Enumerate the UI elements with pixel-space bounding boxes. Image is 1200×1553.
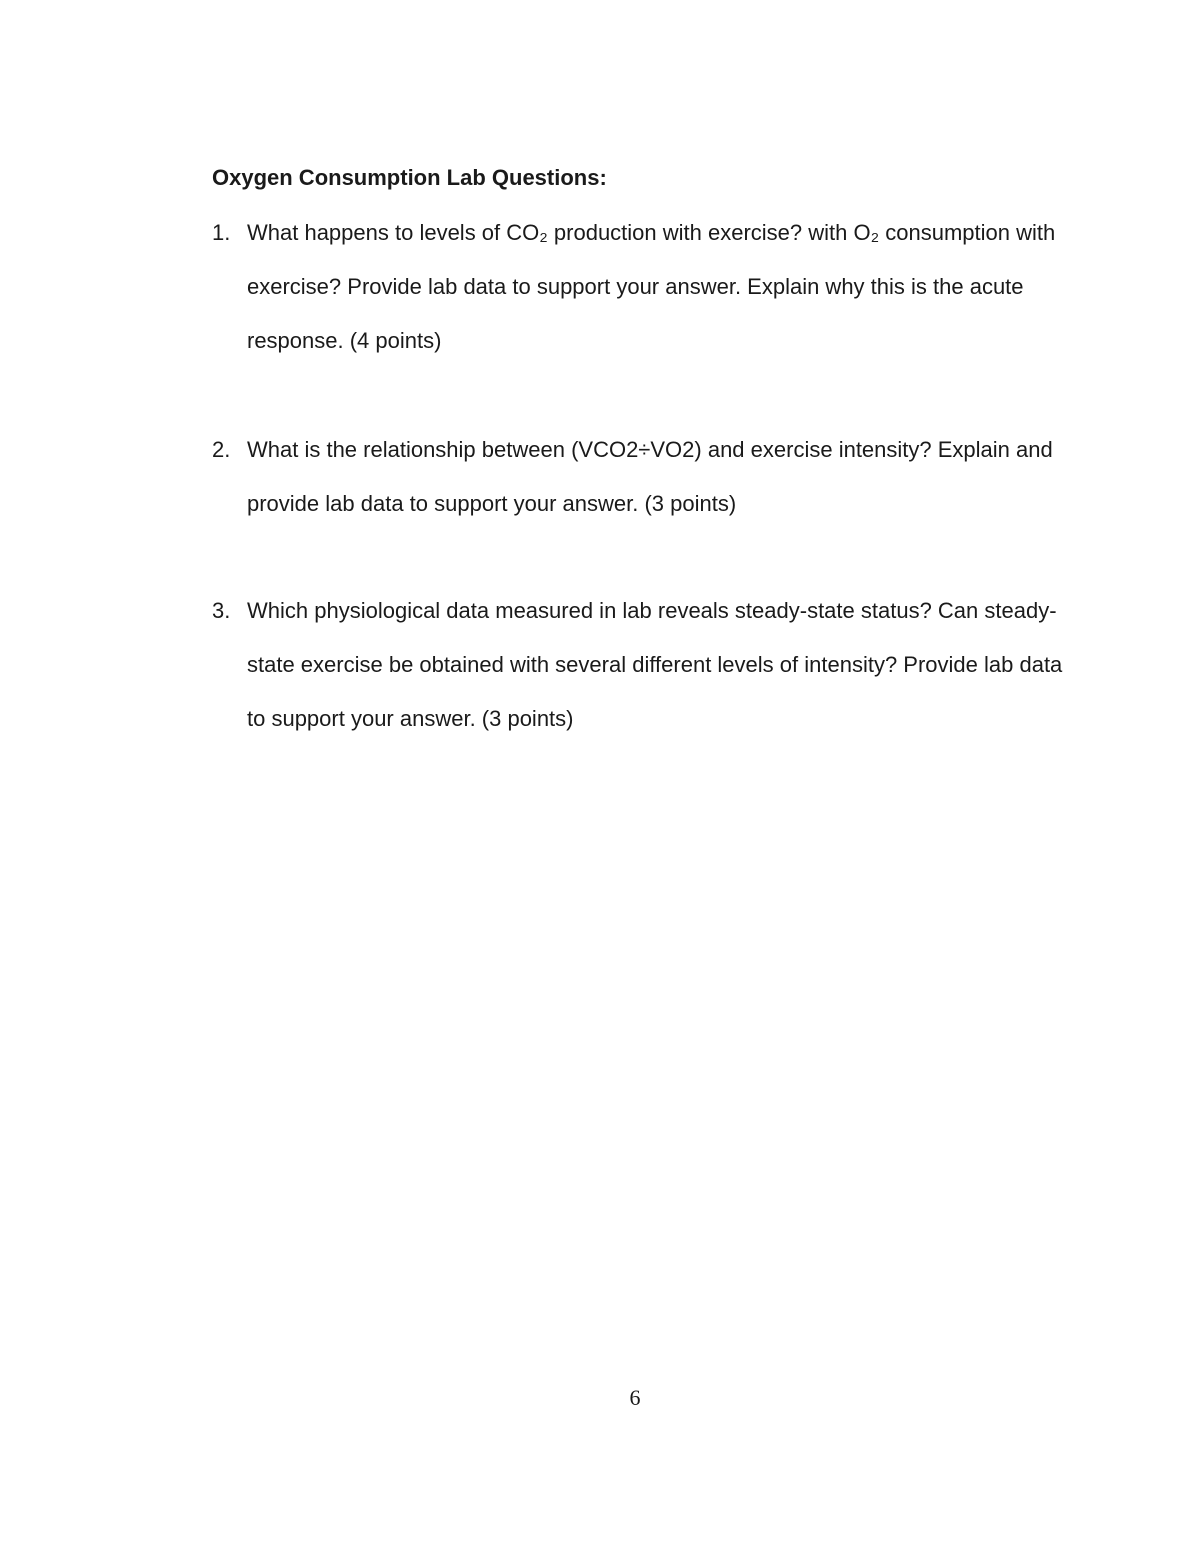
question-text: Which physiological data measured in lab reveals steady-state status? Can steady-state exercise be obtained with several different levels of intensity? Provide lab data to support your answer. (3 points) bbox=[247, 598, 1063, 731]
page-heading: Oxygen Consumption Lab Questions: bbox=[212, 165, 607, 190]
page-number: 6 bbox=[629, 1385, 641, 1410]
question-text: What is the relationship between (VCO2÷VO2) and exercise intensity? Explain and provide lab data to support your answer. (3 points) bbox=[247, 437, 1053, 516]
question-3 bbox=[212, 584, 1082, 746]
question-text: What happens to levels of CO₂ production with exercise? with O₂ consumption with exercise? Provide lab data to support your answer. Explain why this is the acute response. (4 points) bbox=[247, 220, 1056, 353]
question-number: 2. bbox=[212, 437, 231, 462]
question-number: 1. bbox=[212, 220, 231, 245]
question-1 bbox=[212, 206, 1082, 368]
question-2 bbox=[212, 423, 1082, 531]
question-number: 3. bbox=[212, 598, 231, 623]
